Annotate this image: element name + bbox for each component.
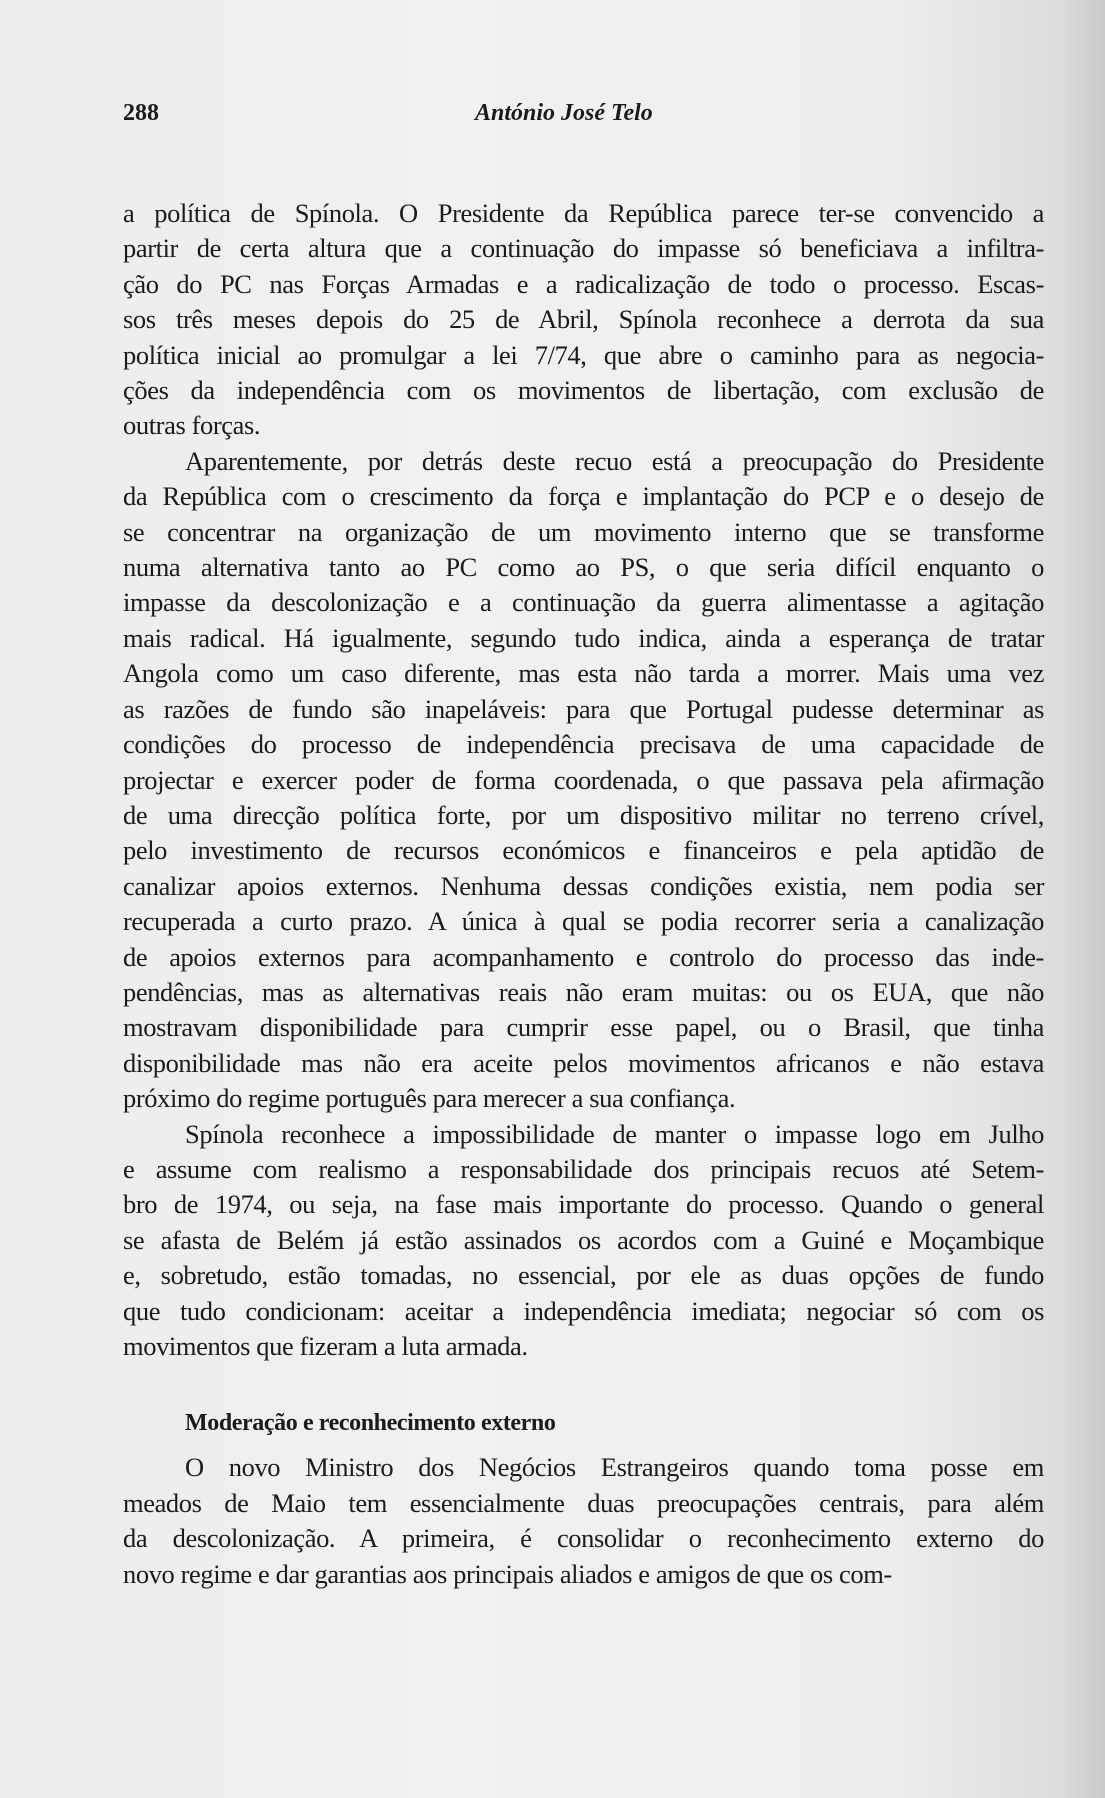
text-line: recuperada a curto prazo. A única à qual se podia recorrer seria a canalização xyxy=(123,906,1044,937)
paragraph-2 xyxy=(123,444,1044,1117)
text-line: próximo do regime português para merecer a sua confiança. xyxy=(123,1083,736,1114)
text-line: mostravam disponibilidade para cumprir esse papel, ou o Brasil, que tinha xyxy=(123,1012,1044,1043)
text-line: meados de Maio tem essencialmente duas preocupações centrais, para além xyxy=(123,1487,1044,1518)
text-line: política inicial ao promulgar a lei 7/74, que abre o caminho para as negocia- xyxy=(123,339,1044,370)
text-line: a política de Spínola. O Presidente da República parece ter-se convencido a xyxy=(123,198,1044,228)
text-line: disponibilidade mas não era aceite pelos movimentos africanos e não estava xyxy=(123,1047,1044,1078)
text-line: numa alternativa tanto ao PC como ao PS, o que seria difícil enquanto o xyxy=(123,552,1044,583)
body-text xyxy=(123,196,1044,1592)
text-line: e assume com realismo a responsabilidade dos principais recuos até Setem- xyxy=(123,1153,1044,1184)
text-line: e, sobretudo, estão tomadas, no essencial, por ele as duas opções de fundo xyxy=(123,1260,1044,1291)
running-head xyxy=(123,100,1044,132)
paragraph-4 xyxy=(123,1450,1044,1592)
text-line: mais radical. Há igualmente, segundo tudo indica, ainda a esperança de tratar xyxy=(123,622,1044,653)
text-line: bro de 1974, ou seja, na fase mais importante do processo. Quando o general xyxy=(123,1189,1044,1220)
text-line: condições do processo de independência precisava de uma capacidade de xyxy=(123,729,1044,760)
text-line: da República com o crescimento da força e implantação do PCP e o desejo de xyxy=(123,481,1044,512)
text-line: as razões de fundo são inapeláveis: para que Portugal pudesse determinar as xyxy=(123,693,1044,724)
text-line: se concentrar na organização de um movimento interno que se transforme xyxy=(123,516,1044,547)
text-line: de uma direcção política forte, por um dispositivo militar no terreno crível, xyxy=(123,799,1044,830)
paragraph-3 xyxy=(123,1117,1044,1365)
text-line: projectar e exercer poder de forma coordenada, o que passava pela afirmação xyxy=(123,764,1044,795)
text-line: pendências, mas as alternativas reais não eram muitas: ou os EUA, que não xyxy=(123,976,1044,1007)
text-line: Spínola reconhece a impossibilidade de manter o impasse logo em Julho xyxy=(185,1118,1044,1149)
text-line: de apoios externos para acompanhamento e controlo do processo das inde- xyxy=(123,941,1044,972)
text-line: da descolonização. A primeira, é consolidar o reconhecimento externo do xyxy=(123,1523,1044,1554)
page-number: 288 xyxy=(123,100,159,126)
text-line: impasse da descolonização e a continuação da guerra alimentasse a agitação xyxy=(123,587,1044,618)
text-line: movimentos que fizeram a luta armada. xyxy=(123,1331,528,1361)
text-line: outras forças. xyxy=(123,410,261,441)
text-line: partir de certa altura que a continuação do impasse só beneficiava a infiltra- xyxy=(123,233,1044,264)
text-line: ção do PC nas Forças Armadas e a radicalização de todo o processo. Escas- xyxy=(123,268,1044,299)
text-line: que tudo condicionam: aceitar a independência imediata; negociar só com os xyxy=(123,1295,1044,1326)
section-heading: Moderação e reconhecimento externo xyxy=(185,1410,556,1437)
text-line: canalizar apoios externos. Nenhuma dessas condições existia, nem podia ser xyxy=(123,870,1044,901)
text-line: se afasta de Belém já estão assinados os acordos com a Guiné e Moçambique xyxy=(123,1224,1044,1255)
text-line: Aparentemente, por detrás deste recuo está a preocupação do Presidente xyxy=(185,445,1044,476)
paragraph-1 xyxy=(123,196,1044,444)
text-line: sos três meses depois do 25 de Abril, Spínola reconhece a derrota da sua xyxy=(123,304,1044,335)
text-line: pelo investimento de recursos económicos e financeiros e pela aptidão de xyxy=(123,835,1044,866)
text-line: Angola como um caso diferente, mas esta não tarda a morrer. Mais uma vez xyxy=(123,658,1044,689)
running-title: António José Telo xyxy=(475,100,653,126)
text-line: ções da independência com os movimentos de libertação, com exclusão de xyxy=(123,375,1044,406)
text-line: O novo Ministro dos Negócios Estrangeiros quando toma posse em xyxy=(185,1452,1044,1483)
text-line: novo regime e dar garantias aos principais aliados e amigos de que os com- xyxy=(123,1558,892,1589)
